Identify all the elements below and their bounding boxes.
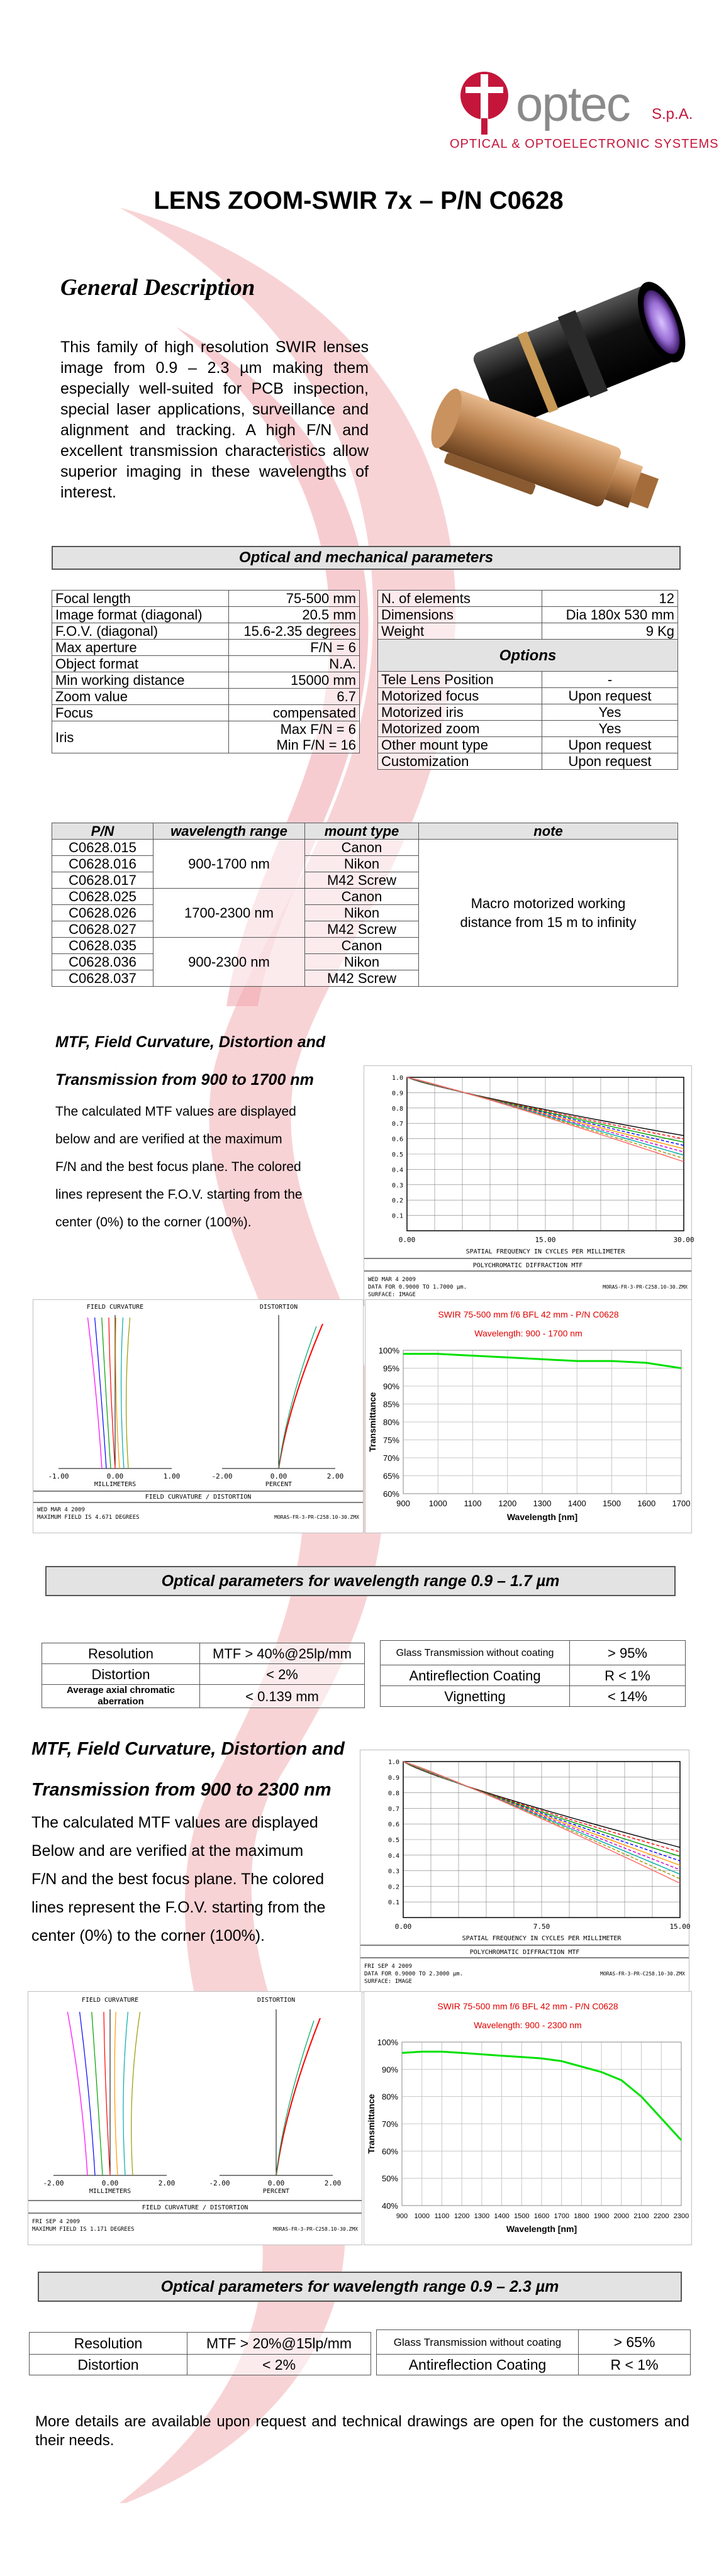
section1-text (55, 1026, 364, 1236)
general-text: This family of high resolution SWIR lenses image from 0.9 – 2.3 µm making them especially well-suited for PCB inspection, special laser applications, surveillance and alignment and tracking. A high F/N and excellent transmission characteristics allow superior imaging in these wavelengths of interest. (60, 338, 369, 501)
table-row: Average axial chromatic aberration < 0.139 mm (42, 1685, 365, 1708)
x-tick-label: 1600 (637, 1499, 656, 1508)
wl1-right-table (380, 1640, 686, 1707)
table-row: Resolution MTF > 20%@15lp/mm (30, 2333, 371, 2355)
field-curvature-panel-2 (28, 1991, 362, 2245)
mtf-plot-1 (364, 1066, 694, 1305)
mtf2-footer-left: FRI SEP 4 2009 (364, 1963, 412, 1970)
y-tick-label: 0.1 (391, 1213, 403, 1220)
table-row: Focus compensated (52, 705, 360, 721)
fc1-right-title: DISTORTION (259, 1304, 298, 1311)
wl2-right-table (376, 2329, 691, 2375)
x-tick-label: 1400 (567, 1499, 586, 1508)
fc2-footer-left: MAXIMUM FIELD IS 1.171 DEGREES (32, 2226, 135, 2233)
x-tick-label: 1200 (498, 1499, 517, 1508)
mtf2-xtick: 7.50 (533, 1923, 550, 1931)
section1-title-line2: Transmission from 900 to 1700 nm (55, 1071, 314, 1089)
y-tick-label: 70% (381, 2119, 398, 2129)
x-tick-label: 2200 (654, 2212, 669, 2220)
x-tick-label: 1100 (434, 2212, 450, 2220)
table-row: Max aperture F/N = 6 (52, 640, 360, 656)
mtf1-xlabel: SPATIAL FREQUENCY IN CYCLES PER MILLIMETER (465, 1248, 625, 1255)
y-tick-label: 65% (382, 1471, 399, 1481)
x-tick-label: 1800 (574, 2212, 589, 2220)
fc1-footer-left: MAXIMUM FIELD IS 4.671 DEGREES (37, 1514, 140, 1521)
section1-line: center (0%) to the corner (100%). (55, 1215, 252, 1230)
field-curvature-curve (123, 2012, 128, 2175)
mtf1-footer-left: SURFACE: IMAGE (368, 1292, 416, 1298)
y-tick-label: 80% (381, 2092, 398, 2102)
fc2-footer-left: FRI SEP 4 2009 (32, 2219, 80, 2225)
x-tick-label: 1700 (554, 2212, 569, 2220)
x-tick-label: 1300 (533, 1499, 552, 1508)
table-row: Motorized iris Yes (378, 704, 678, 721)
distortion-curve (279, 1326, 316, 1468)
section2-title-line2: Transmission from 900 to 2300 nm (31, 1780, 332, 1800)
fc1-right-tick: 2.00 (326, 1472, 344, 1480)
table-row: Motorized focus Upon request (378, 688, 678, 704)
distortion-curve (279, 1324, 323, 1468)
general-heading: General Description (60, 275, 255, 301)
table-row: Motorized zoom Yes (378, 721, 678, 737)
mtf1-y-ticks (392, 1075, 403, 1220)
table-row: Iris Max F/N = 6 (52, 721, 360, 738)
fc1-left-tick: 1.00 (163, 1472, 181, 1480)
fc2-right-title: DISTORTION (257, 1997, 296, 2004)
fc2-right-tick: 2.00 (324, 2179, 342, 2187)
mtf1-xtick: 15.00 (535, 1236, 556, 1244)
table-row: C0628.027 M42 Screw (52, 921, 678, 938)
section2-title-line1: MTF, Field Curvature, Distortion and (31, 1739, 345, 1759)
y-tick-label: 0.4 (391, 1167, 403, 1174)
fc1-right-tick: 0.00 (270, 1472, 287, 1480)
table-row: C0628.035 900-2300 nm Canon (52, 938, 678, 954)
table-row: C0628.037 M42 Screw (52, 970, 678, 987)
mtf2-y-ticks (388, 1759, 399, 1906)
x-tick-label: 1900 (593, 2212, 610, 2220)
fc1-right-tick: -2.00 (211, 1472, 233, 1480)
transmission-chart-1 (365, 1300, 691, 1533)
chart-title: SWIR 75-500 mm f/6 BFL 42 mm - P/N C0628 (437, 2001, 618, 2011)
y-tick-label: 60% (381, 2146, 398, 2157)
right-params-table (377, 590, 678, 770)
fc1-left-title: FIELD CURVATURE (86, 1304, 144, 1311)
table-row: C0628.017 M42 Screw (52, 872, 678, 889)
logo (450, 68, 719, 156)
left-params-table (52, 590, 360, 753)
y-tick-label: 0.2 (391, 1197, 403, 1205)
field-curvature-curve (126, 1318, 130, 1468)
y-axis-label: Transmittance (367, 1392, 377, 1452)
logo-tagline: OPTICAL & OPTOELECTRONIC SYSTEMS (450, 137, 719, 151)
y-tick-label: 1.0 (391, 1075, 403, 1082)
table-row: Vignetting < 14% (381, 1686, 686, 1707)
y-tick-label: 0.3 (387, 1868, 399, 1875)
table-row: Zoom value 6.7 (52, 689, 360, 705)
section1-line: The calculated MTF values are displayed (55, 1104, 296, 1119)
fc1-left-tick: 0.00 (106, 1472, 124, 1480)
section1-line: F/N and the best focus plane. The colored (55, 1160, 301, 1174)
lens-product-image (415, 264, 705, 528)
table-row: F.O.V. (diagonal) 15.6-2.35 degrees (52, 623, 360, 640)
fc2-footer-title: FIELD CURVATURE / DISTORTION (142, 2204, 248, 2211)
x-tick-label: 2100 (633, 2212, 649, 2220)
fc1-left-tick: -1.00 (48, 1472, 69, 1480)
page-title: LENS ZOOM-SWIR 7x – P/N C0628 (153, 187, 564, 214)
chart-subtitle: Wavelength: 900 - 1700 nm (474, 1328, 582, 1338)
table-row: Options (378, 640, 678, 672)
mtf2-footer-left: SURFACE: IMAGE (364, 1979, 412, 1985)
logo-suffix: S.p.A. (652, 106, 693, 123)
y-tick-label: 40% (381, 2201, 398, 2211)
mtf1-footer-title: POLYCHROMATIC DIFFRACTION MTF (472, 1262, 583, 1269)
y-tick-label: 0.7 (391, 1121, 403, 1128)
transmission-chart-2 (364, 1992, 691, 2245)
fc2-right-tick: -2.00 (209, 2179, 230, 2187)
y-tick-label: 0.1 (387, 1899, 399, 1907)
x-tick-label: 900 (396, 2212, 408, 2220)
field-curvature-curve (67, 2012, 87, 2175)
table-row: C0628.036 Nikon (52, 954, 678, 970)
field-curvature-curve (80, 2012, 95, 2175)
mtf1-footer-right: MORAS-FR-3-PR-C258.10-30.ZMX (603, 1284, 688, 1290)
table-row: Min working distance 15000 mm (52, 672, 360, 689)
table-header-row: P/N wavelength range mount type note (52, 823, 678, 840)
distortion-curve (276, 2021, 314, 2175)
section1-line: below and are verified at the maximum (55, 1132, 282, 1146)
y-tick-label: 0.6 (391, 1136, 403, 1143)
x-tick-label: 1500 (514, 2212, 530, 2220)
mtf2-xlabel: SPATIAL FREQUENCY IN CYCLES PER MILLIMETER (462, 1935, 621, 1942)
mtf2-footer-title: POLYCHROMATIC DIFFRACTION MTF (469, 1949, 580, 1956)
fc2-footer-right: MORAS-FR-3-PR-C258.10-30.ZMX (273, 2226, 358, 2232)
table-row: C0628.026 Nikon (52, 905, 678, 921)
table-row: Antireflection Coating R < 1% (377, 2355, 691, 2375)
section2-line: The calculated MTF values are displayed (31, 1814, 318, 1831)
mtf1-footer-left: WED MAR 4 2009 (368, 1277, 416, 1283)
table-row: Image format (diagonal) 20.5 mm (52, 607, 360, 623)
table-row: Distortion < 2% (30, 2355, 371, 2375)
field-curvature-curve (87, 1318, 102, 1468)
field-curvature-curve (109, 1318, 115, 1468)
field-curvature-curve (131, 2012, 140, 2175)
transmission-panel-2 (364, 1991, 692, 2245)
field-curvature-curve (104, 2012, 110, 2175)
logo-mark-icon (459, 68, 510, 137)
y-tick-label: 0.4 (387, 1852, 399, 1860)
mtf-panel-2 (360, 1750, 689, 1992)
wl1-banner: Optical parameters for wavelength range 0.9 – 1.7 µm (45, 1566, 676, 1596)
fc2-curves (67, 2012, 320, 2175)
table-row: N. of elements 12 (378, 591, 678, 607)
table-row: Glass Transmission without coating > 95% (381, 1641, 686, 1665)
mtf-panel-1 (364, 1065, 692, 1306)
x-tick-label: 1200 (454, 2212, 470, 2220)
x-tick-label: 2000 (613, 2212, 630, 2220)
table-row: Tele Lens Position - (378, 672, 678, 688)
y-axis-label: Transmittance (366, 2094, 376, 2154)
section2-text (31, 1732, 359, 1950)
x-tick-label: 1600 (533, 2212, 550, 2220)
x-tick-label: 1000 (428, 1499, 447, 1508)
fc1-left-unit: MILLIMETERS (94, 1481, 137, 1488)
y-tick-label: 0.5 (391, 1152, 403, 1158)
wl2-left-table (29, 2332, 371, 2375)
field-curvature-panel-1 (33, 1299, 364, 1533)
y-tick-label: 100% (378, 1346, 399, 1355)
x-tick-label: 1000 (414, 2212, 430, 2220)
y-tick-label: 0.6 (387, 1821, 399, 1829)
table-row: Glass Transmission without coating > 65% (377, 2330, 691, 2355)
y-tick-label: 0.7 (387, 1806, 399, 1813)
fc1-footer-title: FIELD CURVATURE / DISTORTION (145, 1494, 252, 1501)
x-axis-label: Wavelength [nm] (506, 1512, 578, 1522)
logo-word: optec (516, 76, 630, 131)
x-tick-label: 1400 (494, 2212, 510, 2220)
field-curvature-plot-1 (33, 1300, 363, 1533)
section2-line: F/N and the best focus plane. The colored (31, 1870, 325, 1888)
x-tick-label: 1100 (464, 1499, 482, 1508)
x-tick-label: 1700 (672, 1499, 691, 1508)
fc1-footer-right: MORAS-FR-3-PR-C258.10-30.ZMX (274, 1514, 359, 1520)
table-row: Focal length 75-500 mm (52, 591, 360, 607)
fc1-curves (87, 1318, 323, 1468)
y-tick-label: 0.5 (387, 1837, 399, 1844)
field-curvature-plot-2 (28, 1992, 362, 2245)
table-row: C0628.016 Nikon (52, 856, 678, 872)
params-banner: Optical and mechanical parameters (52, 546, 681, 570)
fc2-left-tick: 2.00 (158, 2179, 176, 2187)
table-row: Customization Upon request (378, 753, 678, 770)
fc2-left-title: FIELD CURVATURE (81, 1997, 139, 2004)
x-tick-label: 1300 (474, 2212, 490, 2220)
y-tick-label: 0.3 (391, 1182, 403, 1189)
table-row: Resolution MTF > 40%@25lp/mm (42, 1643, 365, 1664)
fc2-left-tick: 0.00 (101, 2179, 119, 2187)
x-axis-label: Wavelength [nm] (506, 2224, 577, 2234)
y-tick-label: 50% (381, 2174, 398, 2184)
table-row: C0628.025 1700-2300 nm Canon (52, 889, 678, 905)
y-tick-label: 70% (382, 1453, 399, 1463)
y-tick-label: 95% (382, 1363, 399, 1374)
y-tick-label: 0.9 (387, 1774, 399, 1782)
mtf1-xtick: 0.00 (398, 1236, 416, 1244)
mtf2-footer-right: MORAS-FR-3-PR-C258.10-30.ZMX (600, 1971, 685, 1977)
table-row: Dimensions Dia 180x 530 mm (378, 607, 678, 623)
transmission-panel-1 (365, 1299, 692, 1533)
x-tick-label: 900 (396, 1499, 410, 1508)
table-row: Distortion < 2% (42, 1664, 365, 1685)
fc2-right-tick: 0.00 (267, 2179, 285, 2187)
field-curvature-curve (121, 1318, 124, 1468)
y-tick-label: 0.8 (387, 1790, 399, 1797)
y-tick-label: 90% (381, 2065, 398, 2075)
table-row: Weight 9 Kg (378, 623, 678, 640)
y-tick-label: 90% (382, 1382, 399, 1391)
mtf2-footer-left: DATA FOR 0.9000 TO 2.3000 µm. (364, 1971, 464, 1977)
pn-table (52, 823, 678, 987)
section1-line: lines represent the F.O.V. starting from the (55, 1187, 303, 1202)
y-tick-label: 80% (382, 1418, 399, 1427)
section2-line: lines represent the F.O.V. starting from the (31, 1899, 326, 1916)
y-tick-label: 0.9 (391, 1090, 403, 1097)
x-tick-label: 1500 (603, 1499, 621, 1508)
table-row: Object format N.A. (52, 656, 360, 672)
y-tick-label: 60% (382, 1489, 399, 1499)
table-row: Min F/N = 16 (52, 737, 360, 753)
section2-line: Below and are verified at the maximum (31, 1842, 304, 1860)
table-row: C0628.015 900-1700 nm Canon Macro motorized working distance from 15 m to infinity (52, 840, 678, 856)
mtf1-footer-left: DATA FOR 0.9000 TO 1.7000 µm. (368, 1284, 467, 1291)
chart-subtitle: Wavelength: 900 - 2300 nm (474, 2020, 582, 2030)
wl1-left-table (42, 1643, 365, 1708)
field-curvature-curve (114, 2012, 118, 2175)
mtf2-xtick: 0.00 (394, 1923, 412, 1931)
section2-line: center (0%) to the corner (100%). (31, 1927, 265, 1945)
section1-title-line1: MTF, Field Curvature, Distortion and (55, 1033, 326, 1051)
fc1-right-unit: PERCENT (265, 1481, 293, 1488)
chart-title: SWIR 75-500 mm f/6 BFL 42 mm - P/N C0628 (438, 1309, 619, 1319)
table-row: Other mount type Upon request (378, 737, 678, 753)
fc2-right-unit: PERCENT (262, 2188, 290, 2195)
field-curvature-curve (116, 1318, 120, 1468)
x-tick-label: 2300 (673, 2212, 689, 2220)
table-row: Antireflection Coating R < 1% (381, 1665, 686, 1686)
wl2-banner: Optical parameters for wavelength range 0.9 – 2.3 µm (38, 2272, 682, 2302)
y-tick-label: 0.8 (391, 1105, 403, 1113)
mtf-plot-2 (360, 1750, 689, 1992)
y-tick-label: 0.2 (387, 1884, 399, 1891)
y-tick-label: 100% (377, 2038, 398, 2047)
fc1-footer-left: WED MAR 4 2009 (37, 1507, 85, 1513)
y-tick-label: 85% (382, 1399, 399, 1409)
mtf2-xtick: 15.00 (669, 1923, 691, 1931)
y-tick-label: 75% (382, 1435, 399, 1445)
y-tick-label: 1.0 (387, 1759, 399, 1766)
distortion-curve (276, 2018, 320, 2175)
mtf1-xtick: 30.00 (673, 1236, 694, 1244)
closing-text: More details are available upon request and technical drawings are open for the customers and their needs. (35, 2413, 689, 2449)
fc2-left-tick: -2.00 (43, 2179, 64, 2187)
mtf1-grid (407, 1077, 684, 1231)
fc2-left-unit: MILLIMETERS (89, 2188, 131, 2195)
